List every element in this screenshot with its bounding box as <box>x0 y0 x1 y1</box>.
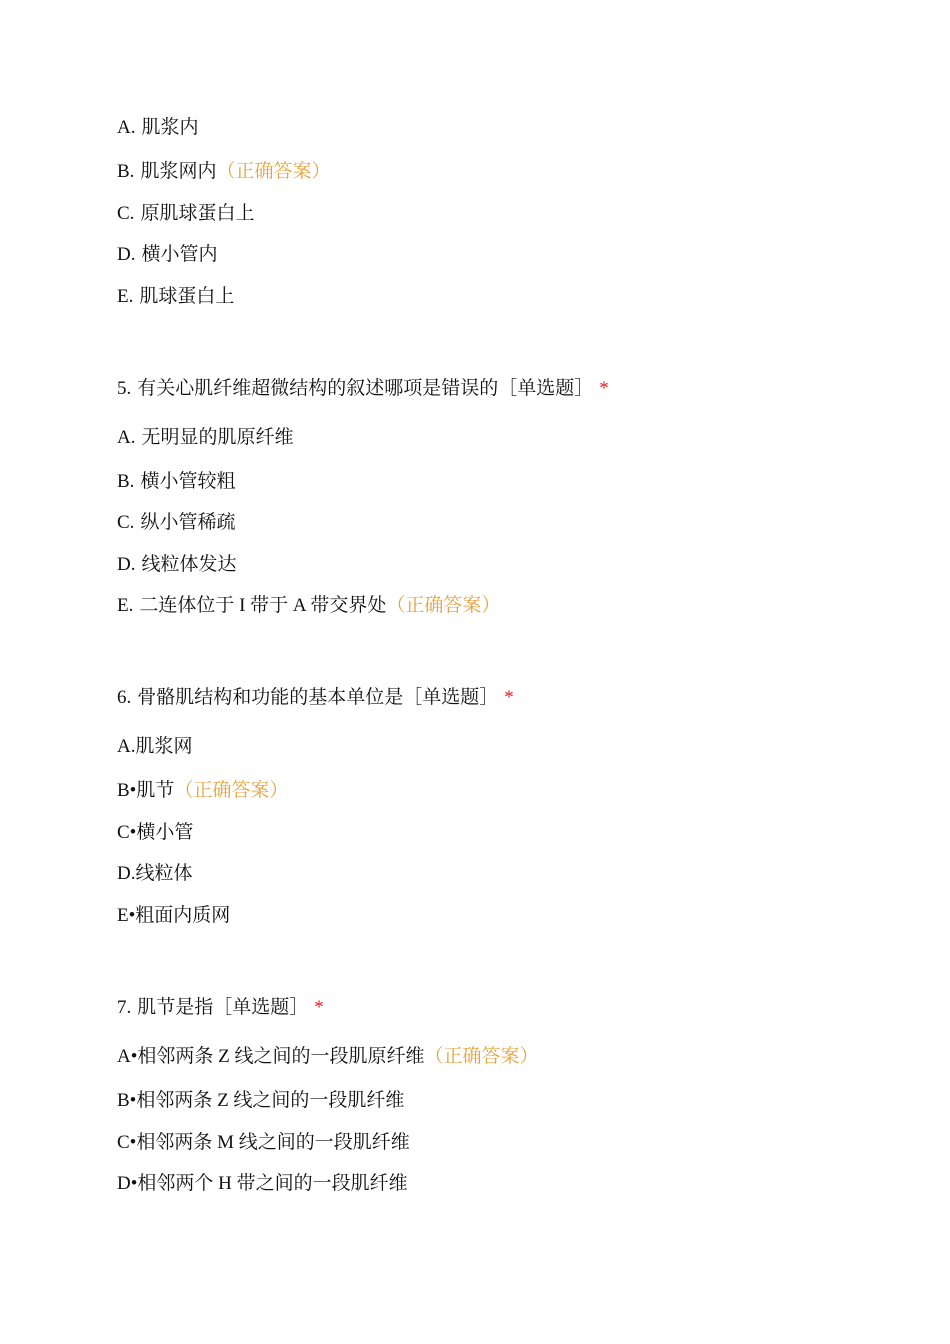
option-text: 肌球蛋白上 <box>139 286 235 307</box>
option-text: 纵小管稀疏 <box>140 512 236 533</box>
q5-option-e[interactable] <box>117 594 500 618</box>
q5-option-b[interactable] <box>117 470 235 494</box>
option-key: D• <box>117 1173 138 1194</box>
required-mark: * <box>314 997 324 1018</box>
option-text: 横小管内 <box>141 244 218 265</box>
q4-option-a[interactable] <box>117 116 199 140</box>
option-key: A• <box>117 1046 138 1067</box>
option-key: C• <box>117 822 137 843</box>
option-key: D. <box>117 863 136 884</box>
q4-option-c[interactable] <box>117 202 254 226</box>
option-key: B• <box>117 1090 137 1111</box>
q4-option-d[interactable] <box>117 243 218 267</box>
option-text: 无明显的肌原纤维 <box>141 427 294 448</box>
option-key: D. <box>117 554 136 575</box>
option-text: 二连体位于 I 带于 A 带交界处 <box>139 595 387 616</box>
q7-option-c[interactable] <box>117 1131 410 1155</box>
option-key: B. <box>117 161 135 182</box>
correct-answer-tag: （正确答案） <box>424 1046 539 1067</box>
option-key: B• <box>117 780 137 801</box>
question-text: 有关心肌纤维超微结构的叙述哪项是错误的［单选题］ <box>137 378 594 399</box>
option-text: 横小管较粗 <box>140 471 236 492</box>
option-text: 肌浆内 <box>141 117 199 138</box>
option-text: 肌节 <box>136 780 175 801</box>
option-text: 肌浆网 <box>135 736 193 757</box>
question-number: 6. <box>117 687 132 708</box>
option-text: 相邻两条 Z 线之间的一段肌原纤维 <box>137 1046 425 1067</box>
question-number: 7. <box>117 997 132 1018</box>
option-key: C. <box>117 203 135 224</box>
q4-option-e[interactable] <box>117 285 234 309</box>
option-key: A. <box>117 736 136 757</box>
correct-answer-tag: （正确答案） <box>386 595 501 616</box>
option-text: 相邻两个 H 带之间的一段肌纤维 <box>137 1173 408 1194</box>
correct-answer-tag: （正确答案） <box>174 780 289 801</box>
q7-stem <box>117 996 324 1020</box>
q4-option-b[interactable] <box>117 160 330 184</box>
q5-stem <box>117 377 609 401</box>
option-text: 粗面内质网 <box>135 905 231 926</box>
q5-option-a[interactable] <box>117 426 294 450</box>
option-key: A. <box>117 117 136 138</box>
option-text: 线粒体发达 <box>141 554 237 575</box>
option-text: 相邻两条 M 线之间的一段肌纤维 <box>136 1132 410 1153</box>
option-key: E• <box>117 905 136 926</box>
option-key: A. <box>117 427 136 448</box>
question-number: 5. <box>117 378 132 399</box>
option-key: E. <box>117 286 134 307</box>
q7-option-a[interactable] <box>117 1045 539 1069</box>
option-key: E. <box>117 595 134 616</box>
question-text: 骨骼肌结构和功能的基本单位是［单选题］ <box>137 687 499 708</box>
option-key: C. <box>117 512 135 533</box>
q7-option-b[interactable] <box>117 1089 404 1113</box>
option-text: 原肌球蛋白上 <box>140 203 255 224</box>
option-key: D. <box>117 244 136 265</box>
q6-option-e[interactable] <box>117 904 230 928</box>
q6-option-a[interactable] <box>117 735 193 759</box>
q6-option-b[interactable] <box>117 779 288 803</box>
question-text: 肌节是指［单选题］ <box>137 997 309 1018</box>
correct-answer-tag: （正确答案） <box>216 161 331 182</box>
option-key: C• <box>117 1132 137 1153</box>
required-mark: * <box>504 687 514 708</box>
q6-stem <box>117 686 514 710</box>
option-text: 横小管 <box>136 822 194 843</box>
q6-option-c[interactable] <box>117 821 193 845</box>
q5-option-c[interactable] <box>117 511 235 535</box>
option-text: 线粒体 <box>135 863 193 884</box>
q7-option-d[interactable] <box>117 1172 408 1196</box>
option-text: 相邻两条 Z 线之间的一段肌纤维 <box>136 1090 405 1111</box>
option-text: 肌浆网内 <box>140 161 217 182</box>
required-mark: * <box>599 378 609 399</box>
q5-option-d[interactable] <box>117 553 237 577</box>
option-key: B. <box>117 471 135 492</box>
q6-option-d[interactable] <box>117 862 193 886</box>
